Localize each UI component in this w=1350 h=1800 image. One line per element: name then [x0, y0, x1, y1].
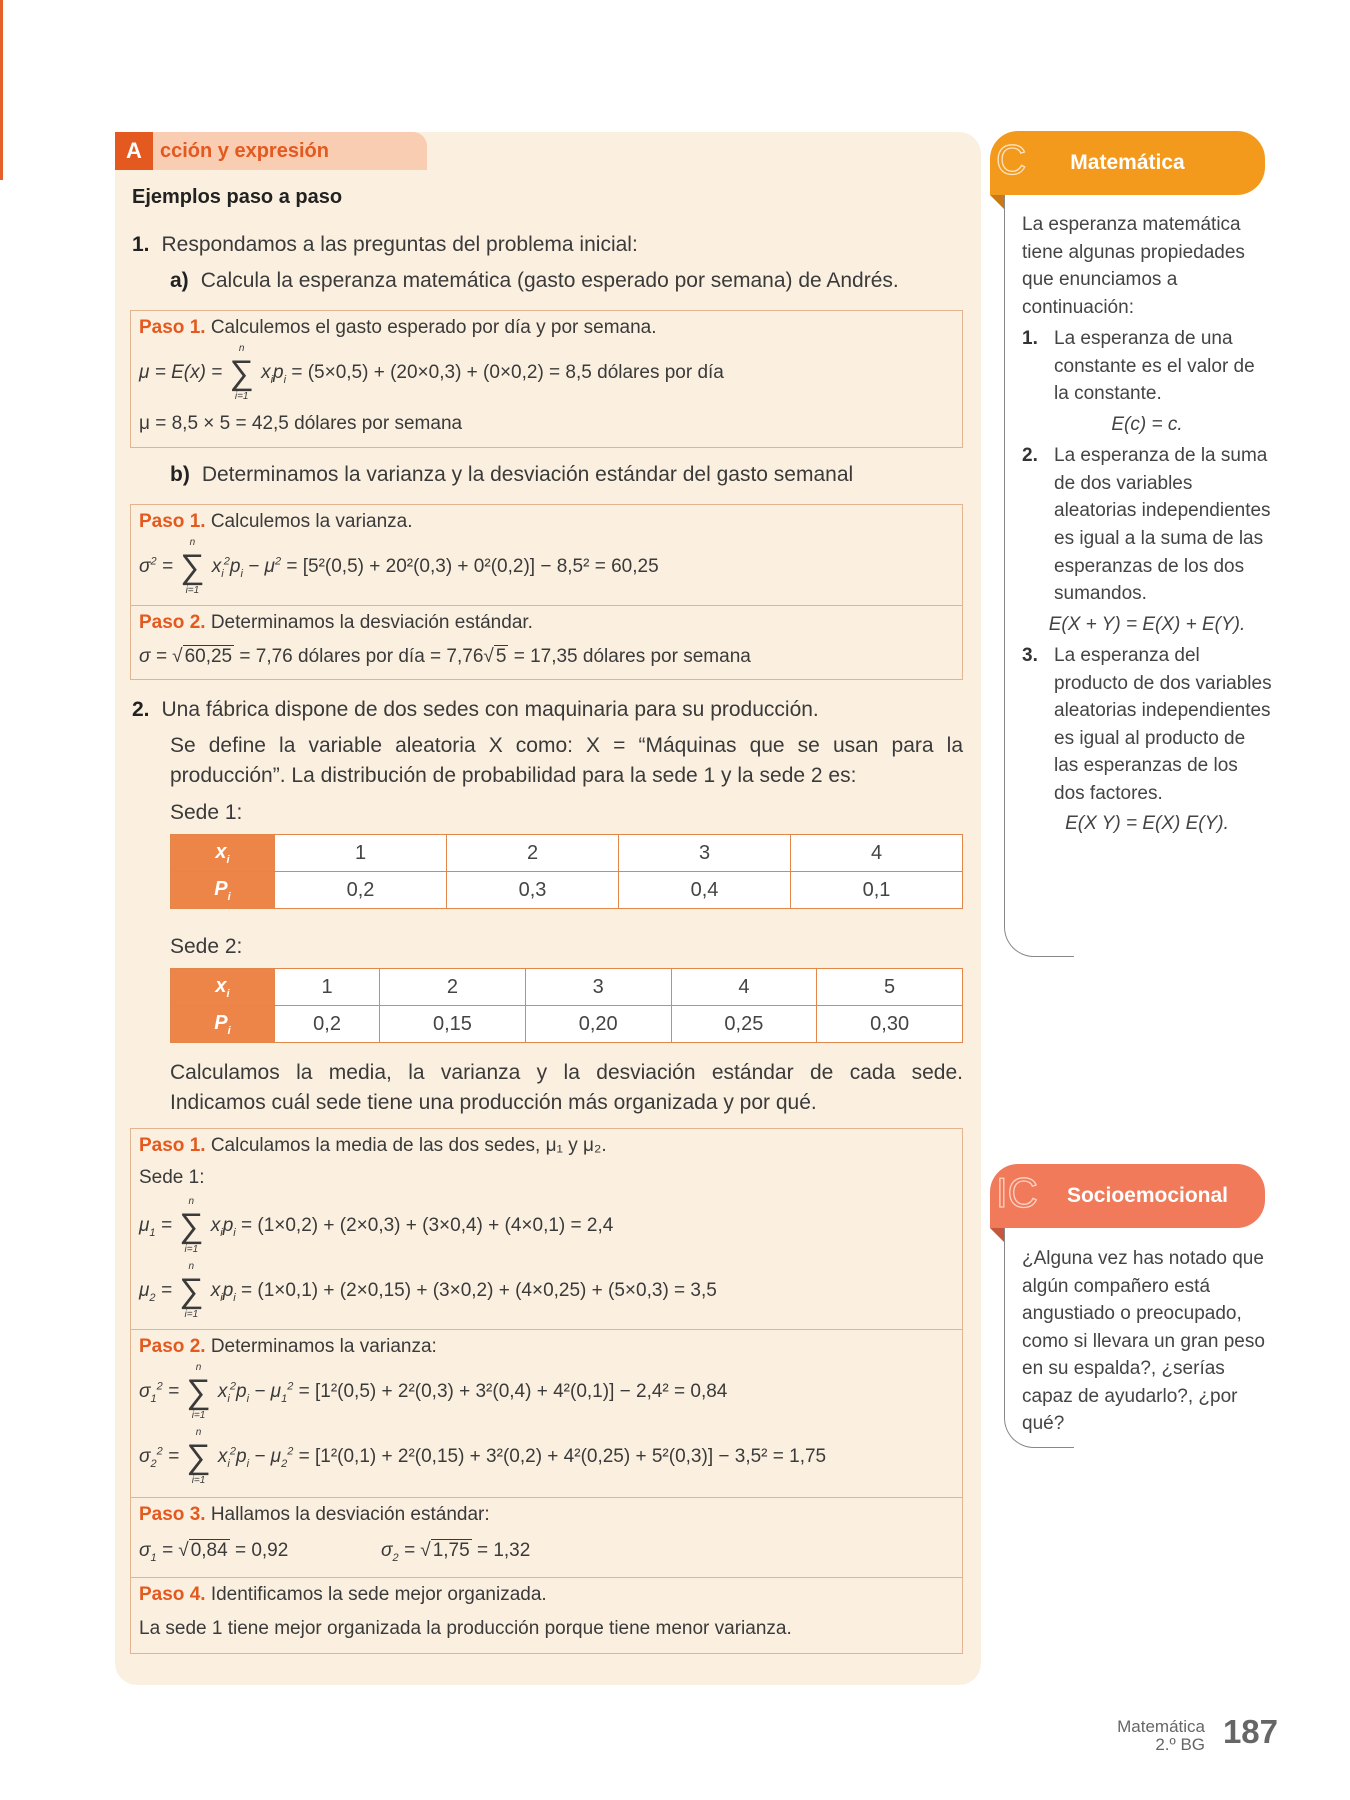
- sidebar-math-content: [1022, 211, 1272, 841]
- row-header-x: $x_i$: [171, 835, 275, 872]
- fold-corner: [990, 195, 1004, 209]
- property-formula: E(X Y) = E(X) E(Y).: [1065, 813, 1229, 835]
- table-row: [171, 969, 963, 1006]
- example-1-statement: 1. Respondamos a las preguntas del problema inicial:: [132, 233, 638, 256]
- example-1b-statement: b) Determinamos la varianza y la desviación estándar del gasto semanal: [170, 463, 854, 486]
- row-header-p: $P_i$: [171, 1006, 275, 1043]
- task-line-2: Indicamos cuál sede tiene una producción más organizada y por qué.: [170, 1091, 817, 1114]
- table-cell: 0,3: [447, 872, 619, 909]
- table-cell: 1: [275, 835, 447, 872]
- table-row: [171, 835, 963, 872]
- task-line-1: Calculamos la media, la varianza y la desviación estándar de cada sede.: [170, 1061, 963, 1084]
- property-item: 2. La esperanza de la suma de dos variables aleatorias independientes es igual a la suma de las esperanzas de los dos sumandos.: [1022, 445, 1271, 605]
- sede-1-table: [170, 834, 963, 909]
- ic-letters-icon: IC: [996, 1169, 1038, 1216]
- table-cell: 0,15: [380, 1006, 526, 1043]
- page-number: 187: [1222, 1713, 1278, 1750]
- equation-variance: $\sigma^2$ = ∑ n i=1 $x_i^2p_i - \mu^2 = [5^2(0,5) + 20^2(0,3) + 0^2(0,2)] - 8,5^2 = 60,25$: [139, 537, 659, 596]
- table-cell: 0,4: [619, 872, 791, 909]
- section-title: cción y expresión: [160, 139, 329, 162]
- table-cell: 2: [447, 835, 619, 872]
- table-cell: 3: [525, 969, 671, 1006]
- step-heading: Paso 1. Calculemos la varianza.: [139, 511, 413, 532]
- property-item: 1. La esperanza de una constante es el valor de la constante.: [1022, 328, 1255, 405]
- table-cell: 0,2: [275, 1006, 380, 1043]
- equation-variance-1: $\sigma_1^2$ = ∑ n i=1 $x_i^2p_i - \mu_1^2 = [1^2(0,5) + 2^2(0,3) + 3^2(0,4) + 4^2(0,1)] - 2,4^2 = 0,84$: [139, 1362, 728, 1421]
- table-cell: 0,2: [275, 872, 447, 909]
- sede-2-label: Sede 2:: [170, 935, 243, 958]
- sede-1-label: Sede 1:: [170, 801, 243, 824]
- sidebar-math-intro: La esperanza matemática tiene algunas propiedades que enunciamos a continuación:: [1022, 214, 1245, 318]
- step-heading: Paso 1. Calculamos la media de las dos sedes, μ₁ y μ₂.: [139, 1135, 607, 1156]
- equation-expected-weekly: μ = 8,5 × 5 = 42,5 dólares por semana: [139, 413, 463, 434]
- row-header-x: $x_i$: [171, 969, 275, 1006]
- equation-std-dev: σ = √ 60,25 = 7,76 dólares por día = 7,76√ 5 = 17,35 dólares por semana: [139, 646, 751, 667]
- sidebar-socio-header: IC Socioemocional: [990, 1164, 1265, 1228]
- section-letter: A: [115, 132, 153, 170]
- table-cell: 4: [791, 835, 963, 872]
- example-2-definition-line1: Se define la variable aleatoria X como: X = “Máquinas que se usan para la: [170, 734, 963, 757]
- table-cell: 2: [380, 969, 526, 1006]
- example-2-definition-line2: producción”. La distribución de probabilidad para la sede 1 y la sede 2 es:: [170, 764, 857, 787]
- step-box-2: [130, 1128, 963, 1654]
- step-box-1a: [130, 310, 963, 448]
- summation-icon: ∑ n i=1: [186, 1427, 211, 1486]
- table-cell: 0,20: [525, 1006, 671, 1043]
- property-formula: E(c) = c.: [1111, 413, 1183, 435]
- table-cell: 4: [671, 969, 817, 1006]
- equation-mean-1: $\mu_1$ = ∑ n i=1 $x_ip_i = (1\times 0,2) + (2\times 0,3) + (3\times 0,4) + (4\times 0,1) = 2,4$: [139, 1196, 614, 1255]
- table-cell: 1: [275, 969, 380, 1006]
- sidebar-socio-text: ¿Alguna vez has notado que algún compañero está angustiado o preocupado, como si llevara un gran peso en su espalda?, ¿serías capaz de ayudarlo?, ¿por qué?: [1022, 1248, 1265, 1435]
- subtitle: Ejemplos paso a paso: [132, 186, 343, 208]
- property-formula: E(X + Y) = E(X) + E(Y).: [1048, 613, 1246, 635]
- sede-2-table: [170, 968, 963, 1043]
- summation-icon: ∑ n i=1: [179, 1196, 204, 1255]
- page-edge-bar: [0, 0, 3, 180]
- row-header-p: $P_i$: [171, 872, 275, 909]
- step-heading: Paso 4. Identificamos la sede mejor organizada.: [139, 1584, 547, 1605]
- table-cell: 5: [817, 969, 963, 1006]
- equation-std-dev-1: $\sigma_1$ = √ 0,84 = 0,92: [139, 1540, 289, 1564]
- table-row: [171, 1006, 963, 1043]
- summation-icon: ∑ n i=1: [179, 1261, 204, 1320]
- step-heading: Paso 1. Calculemos el gasto esperado por día y por semana.: [139, 317, 657, 338]
- footer-subject: Matemática 2.º BG: [1117, 1717, 1205, 1754]
- step-heading: Paso 2. Determinamos la varianza:: [139, 1336, 437, 1357]
- example-1a-statement: a) Calcula la esperanza matemática (gasto esperado por semana) de Andrés.: [170, 269, 899, 292]
- conclusion: La sede 1 tiene mejor organizada la producción porque tiene menor varianza.: [139, 1618, 792, 1639]
- equation-mean-2: $\mu_2$ = ∑ n i=1 $x_ip_i = (1\times 0,1) + (2\times 0,15) + (3\times 0,2) + (4\times 0,25) + (5\times 0,3) = 3,5$: [139, 1261, 717, 1320]
- summation-icon: ∑ n i=1: [186, 1362, 211, 1421]
- sede-1-sublabel: Sede 1:: [139, 1167, 205, 1188]
- equation-expected-daily: μ = E(x) = ∑ n i=1 $x_ip_i = (5\times 0,5) + (20\times 0,3) + (0\times 0,2) = 8,5$ dólares por día: [139, 343, 724, 402]
- equation-std-dev-2: $\sigma_2$ = √ 1,75 = 1,32: [381, 1540, 531, 1564]
- table-cell: 3: [619, 835, 791, 872]
- example-2-statement: 2. Una fábrica dispone de dos sedes con maquinaria para su producción.: [132, 698, 819, 721]
- table-cell: 0,25: [671, 1006, 817, 1043]
- step-box-1b: [130, 504, 963, 680]
- summation-icon: ∑ n i=1: [229, 343, 254, 402]
- equation-variance-2: $\sigma_2^2$ = ∑ n i=1 $x_i^2p_i - \mu_2^2 = [1^2(0,1) + 2^2(0,15) + 3^2(0,2) + 4^2(0,25) + 5^2(0,3)] - 3,5^2 = 1,75$: [139, 1427, 827, 1486]
- fold-corner: [990, 1228, 1004, 1242]
- table-cell: 0,30: [817, 1006, 963, 1043]
- section-header: [115, 132, 427, 170]
- table-cell: 0,1: [791, 872, 963, 909]
- table-row: [171, 872, 963, 909]
- step-heading: Paso 2. Determinamos la desviación estándar.: [139, 612, 533, 633]
- c-letter-icon: C: [996, 136, 1027, 183]
- property-item: 3. La esperanza del producto de dos variables aleatorias independientes es igual al producto de las esperanzas de los dos factores.: [1022, 645, 1272, 804]
- summation-icon: ∑ n i=1: [180, 537, 205, 596]
- step-heading: Paso 3. Hallamos la desviación estándar:: [139, 1504, 490, 1525]
- sidebar-math-header: C Matemática: [990, 131, 1265, 195]
